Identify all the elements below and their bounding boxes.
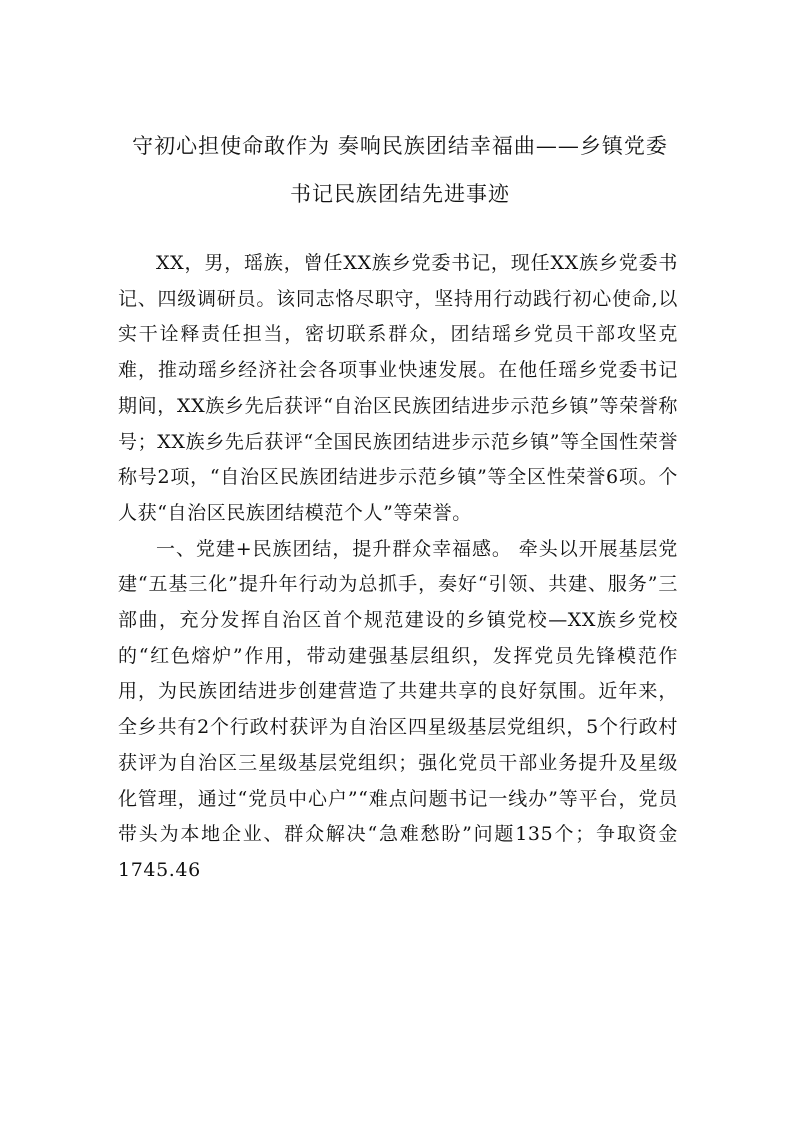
- paragraph-section-1: 一、党建+民族团结，提升群众幸福感。 牵头以开展基层党建“五基三化”提升年行动为总抓手，奏好“引领、共建、服务”三部曲，充分发挥自治区首个规范建设的乡镇党校—XX族乡党校的“红色熔炉”作用，带动建强基层组织，发挥党员先锋模范作用，为民族团结进步创建营造了共建共享的良好氛围。近年来，全乡共有2个行政村获评为自治区四星级基层党组织，5个行政村获评为自治区三星级基层党组织；强化党员干部业务提升及星级化管理，通过“党员中心户”“难点问题书记一线办”等平台，党员带头为本地企业、群众解决“急难愁盼”问题135个；争取资金1745.46: [118, 537, 678, 881]
- document-title-line-2: 书记民族团结先进事迹: [290, 182, 510, 206]
- document-body: [118, 246, 678, 889]
- paragraph-intro: XX，男，瑶族，曾任XX族乡党委书记，现任XX族乡党委书记、四级调研员。该同志恪尽职守，坚持用行动践行初心使命,以实干诠释责任担当，密切联系群众，团结瑶乡党员干部攻坚克难，推动瑶乡经济社会各项事业快速发展。在他任瑶乡党委书记期间，XX族乡先后获评“自治区民族团结进步示范乡镇”等荣誉称号；XX族乡先后获评“全国民族团结进步示范乡镇”等全国性荣誉称号2项，“自治区民族团结进步示范乡镇”等全区性荣誉6项。个人获“自治区民族团结模范个人”等荣誉。: [118, 252, 678, 524]
- document-title-line-1: 守初心担使命敢作为 奏响民族团结幸福曲——乡镇党委: [132, 134, 668, 158]
